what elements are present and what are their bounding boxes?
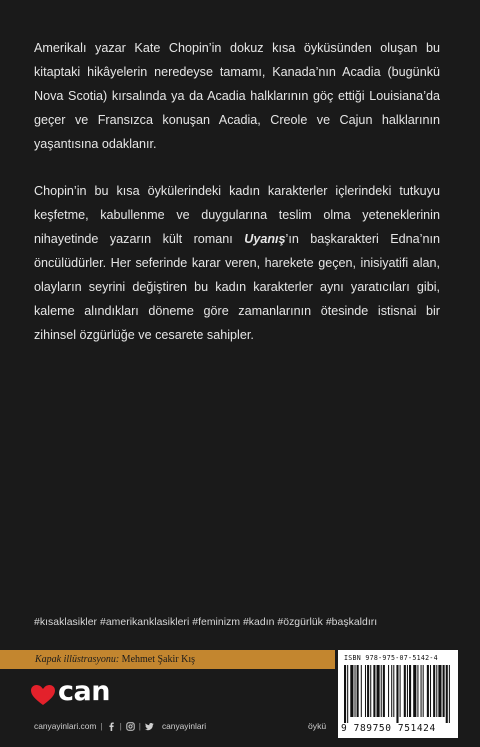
blurb-paragraph-2 [34,179,440,347]
illustration-credit-bar [0,650,335,669]
blurb-text [34,36,440,347]
separator: | [100,721,103,731]
publisher-links [34,720,206,732]
separator: | [138,721,141,731]
blurb-paragraph-1: Amerikalı yazar Kate Chopin’in dokuz kısa öyküsünden oluşan bu kitaptaki hikâyelerin neredeyse tamamı, Kanada’nın Acadia (bugünkü Nova Scotia) kırsalında ya da Acadia halklarının göç ettiği Louisiana’da geçer ve Fransızca konuşan Acadia, Creole ve Cajun halklarının yaşantısına odaklanır. [34,41,440,151]
separator: | [119,721,122,731]
illustration-credit [35,652,195,667]
credit-label: Kapak illüstrasyonu: [35,654,120,665]
barcode-image [344,665,452,723]
barcode-panel [338,650,458,738]
facebook-icon[interactable] [107,722,116,731]
hashtags: #kısaklasikler #amerikanklasikleri #feminizm #kadın #özgürlük #başkaldırı [34,617,378,628]
blurb-p2-end: ’ın başkarakteri Edna’nın öncülüdürler. Her seferinde karar veren, harekete geçen, inisiyatifi alan, olayların seyrini değiştiren bu kadın karakterler aynı yaratıcıları gibi, kaleme alındıkları döneme göre zamanlarının ötesinde istisnai bir zihinsel özgürlüğe ve cesarete sahipler. [34,232,440,342]
novel-title: Uyanış [244,232,286,246]
instagram-icon[interactable] [126,722,135,731]
barcode-digits: 9 789750 751424 [341,723,436,734]
website-link[interactable]: canyayinlari.com [34,721,97,731]
heart-icon [30,684,56,706]
twitter-icon[interactable] [145,722,154,731]
credit-name: Mehmet Şakir Kış [121,654,195,665]
logo-wordmark: can [58,676,110,707]
genre-label: öykü [308,721,327,731]
isbn-text: ISBN 978-975-07-5142-4 [344,654,438,662]
publisher-logo [30,676,130,708]
social-handle[interactable]: canyayinlari [161,721,207,731]
blurb-p2-start: Chopin’in bu kısa öykülerindeki kadın karakterler içlerindeki tutkuyu keşfetme, kabullenme ve duygularına teslim olma yeteneklerinin nihayetinde yazarın kült romanı [34,184,440,246]
